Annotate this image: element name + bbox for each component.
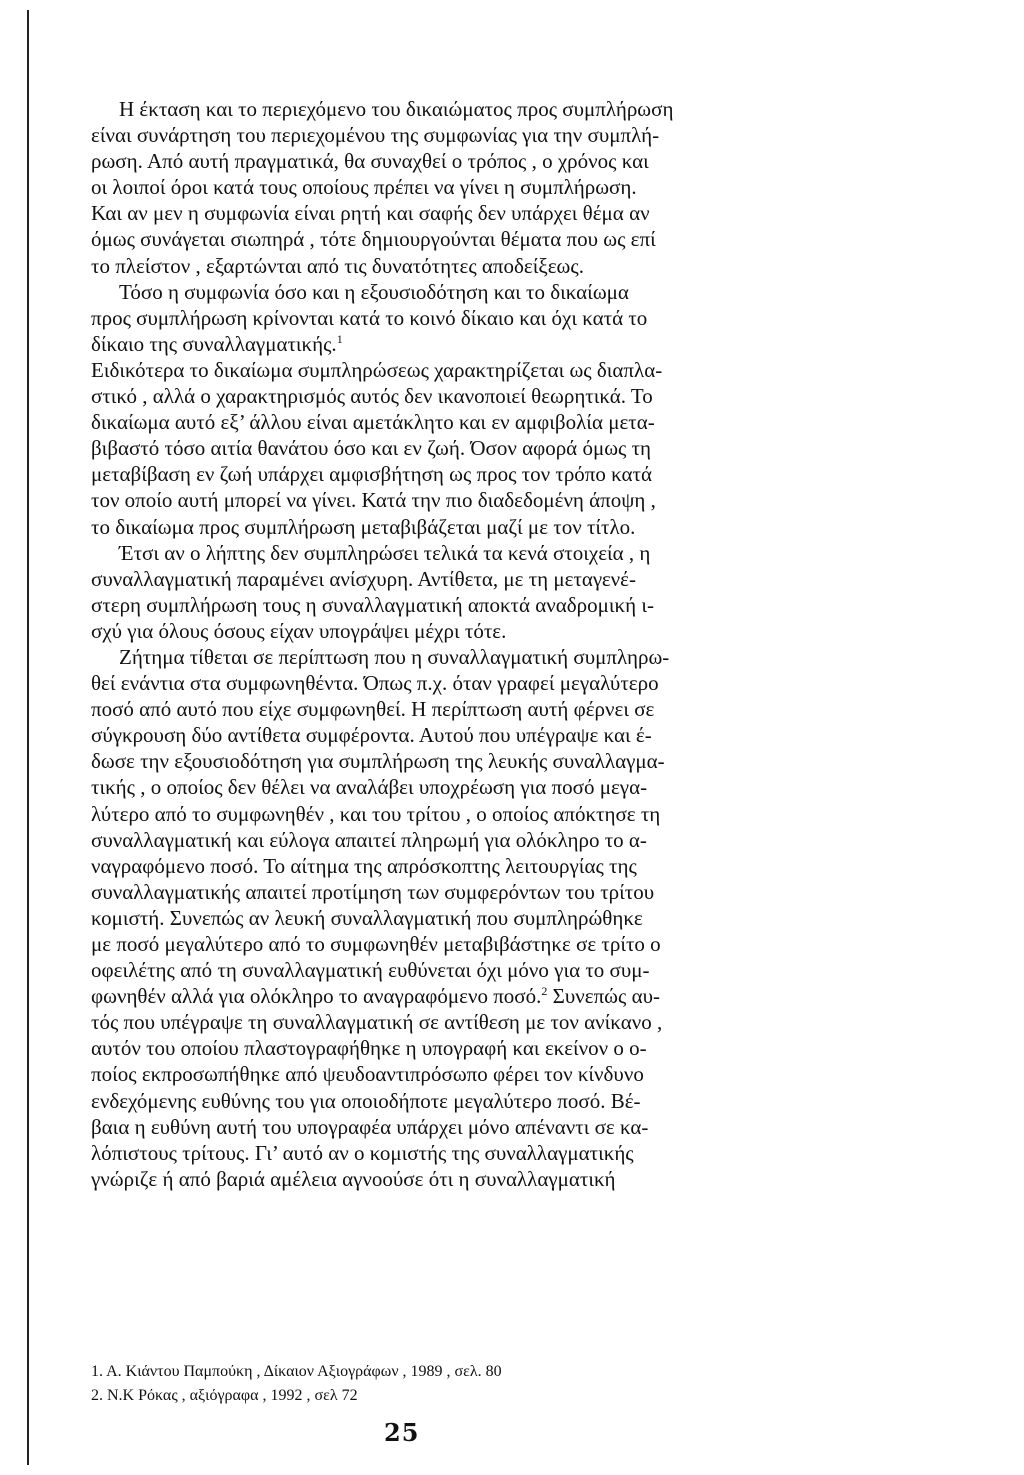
body-line-text: Η έκταση και το περιεχόμενο του δικαιώματος προς συμπλήρωση <box>119 97 674 121</box>
body-line <box>91 1166 766 1192</box>
body-line-text: βαια η ευθύνη αυτή του υπογραφέα υπάρχει μόνο απέναντι σε κα- <box>91 1114 649 1139</box>
body-line-text: είναι συνάρτηση του περιεχομένου της συμφωνίας για την συμπλή- <box>91 123 660 148</box>
body-line <box>91 514 766 540</box>
body-line <box>91 540 766 566</box>
body-line <box>91 983 766 1009</box>
body-line <box>91 487 766 513</box>
footnote-reference: 1 <box>336 331 343 346</box>
body-line <box>91 1088 766 1114</box>
body-line <box>91 96 766 122</box>
body-line-text: συναλλαγματικής απαιτεί προτίμηση των συμφερόντων του τρίτου <box>91 879 655 904</box>
body-line <box>91 566 766 592</box>
body-line <box>91 592 766 618</box>
body-line <box>91 435 766 461</box>
body-line-text: μεταβίβαση εν ζωή υπάρχει αμφισβήτηση ως προς τον τρόπο κατά <box>91 462 652 487</box>
body-line <box>91 1009 766 1035</box>
body-line-text: στερη συμπλήρωση τους η συναλλαγματική αποκτά αναδρομική ι- <box>91 592 654 617</box>
body-line <box>91 409 766 435</box>
body-line-text: σχύ για όλους όσους είχαν υπογράψει μέχρι τότε. <box>91 618 507 643</box>
body-line-text: τός που υπέγραψε τη συναλλαγματική σε αντίθεση με τον ανίκανο , <box>91 1010 663 1035</box>
body-line-text: στικό , αλλά ο χαρακτηρισμός αυτός δεν ικανοποιεί θεωρητικά. Το <box>91 384 653 409</box>
body-line <box>91 644 766 670</box>
body-line <box>91 618 766 644</box>
body-line <box>91 226 766 252</box>
body-line-text: ναγραφόμενο ποσό. Το αίτημα της απρόσκοπτης λειτουργίας της <box>91 853 637 878</box>
body-line-text: με ποσό μεγαλύτερο από το συμφωνηθέν μεταβιβάστηκε σε τρίτο ο <box>91 932 661 956</box>
body-line <box>91 931 766 957</box>
body-line <box>91 748 766 774</box>
body-line-text: ενδεχόμενης ευθύνης του για οποιοδήποτε μεγαλύτερο ποσό. Βέ- <box>91 1088 641 1113</box>
body-line-text: θεί ενάντια στα συμφωνηθέντα. Όπως π.χ. όταν γραφεί μεγαλύτερο <box>91 671 659 696</box>
body-line-text: δίκαιο της συναλλαγματικής. <box>91 331 337 356</box>
body-line-text: οφειλέτης από τη συναλλαγματική ευθύνεται όχι μόνο για το συμ- <box>91 958 650 983</box>
body-line-text: Έτσι αν ο λήπτης δεν συμπληρώσει τελικά τα κενά στοιχεία , η <box>119 540 651 565</box>
body-line-text: συναλλαγματική παραμένει ανίσχυρη. Αντίθετα, με τη μεταγενέ- <box>91 566 636 591</box>
page-binding-line <box>27 10 29 1465</box>
footnote-2: 2. Ν.Κ Ρόκας , αξιόγραφα , 1992 , σελ 72 <box>91 1387 358 1404</box>
body-line-text: τικής , ο οποίος δεν θέλει να αναλάβει υποχρέωση για ποσό μεγα- <box>91 775 648 800</box>
body-line <box>91 722 766 748</box>
body-line-text: ποσό από αυτό που είχε συμφωνηθεί. Η περίπτωση αυτή φέρνει σε <box>91 697 655 722</box>
body-line <box>91 879 766 905</box>
body-line <box>91 957 766 983</box>
body-line-text: προς συμπλήρωση κρίνονται κατά το κοινό δίκαιο και όχι κατά το <box>91 305 648 330</box>
body-line-text: Ζήτημα τίθεται σε περίπτωση που η συναλλαγματική συμπληρω- <box>119 644 670 669</box>
body-line <box>91 331 766 357</box>
body-line-text: συναλλαγματική και εύλογα απαιτεί πληρωμή για ολόκληρο το α- <box>91 827 647 852</box>
body-line <box>91 305 766 331</box>
body-line-text: το πλείστον , εξαρτώνται από τις δυνατότητες αποδείξεως. <box>91 253 584 278</box>
body-line-text: Ειδικότερα το δικαίωμα συμπληρώσεως χαρακτηρίζεται ως διαπλα- <box>91 357 663 382</box>
body-line-text: τον οποίο αυτή μπορεί να γίνει. Κατά την πιο διαδεδομένη άποψη , <box>91 488 656 513</box>
footnotes <box>91 1360 766 1408</box>
body-line <box>91 383 766 409</box>
body-line-text: σύγκρουση δύο αντίθετα συμφέροντα. Αυτού που υπέγραψε και έ- <box>91 723 652 748</box>
body-line <box>91 253 766 279</box>
body-line-text: το δικαίωμα προς συμπλήρωση μεταβιβάζεται μαζί με τον τίτλο. <box>91 514 636 539</box>
body-line <box>91 670 766 696</box>
body-line <box>91 148 766 174</box>
body-line <box>91 853 766 879</box>
body-line <box>91 174 766 200</box>
body-line-text: λύτερο από το συμφωνηθέν , και του τρίτου , ο οποίος απόκτησε τη <box>91 801 661 826</box>
body-line <box>91 774 766 800</box>
footnote-1: 1. Α. Κιάντου Παμπούκη , Δίκαιον Αξιογράφων , 1989 , σελ. 80 <box>91 1363 502 1380</box>
body-line-text: λόπιστους τρίτους. Γι’ αυτό αν ο κομιστής της συναλλαγματικής <box>91 1140 634 1165</box>
body-line-text: κομιστή. Συνεπώς αν λευκή συναλλαγματική που συμπληρώθηκε <box>91 905 643 930</box>
body-line-text: ρωση. Από αυτή πραγματικά, θα συναχθεί ο τρόπος , ο χρόνος και <box>91 149 649 174</box>
body-line-text: Και αν μεν η συμφωνία είναι ρητή και σαφής δεν υπάρχει θέμα αν <box>91 201 650 226</box>
body-line-text: φωνηθέν αλλά για ολόκληρο το αναγραφόμενο ποσό. <box>91 984 542 1009</box>
body-line <box>91 1140 766 1166</box>
body-line <box>91 1061 766 1087</box>
body-line <box>91 279 766 305</box>
body-line <box>91 1035 766 1061</box>
body-line-text: όμως συνάγεται σιωπηρά , τότε δημιουργούνται θέματα που ως επί <box>91 227 656 252</box>
body-line <box>91 696 766 722</box>
footnote-reference: 2 <box>541 984 548 999</box>
body-line <box>91 357 766 383</box>
body-line-text: ποίος εκπροσωπήθηκε από ψευδοαντιπρόσωπο φέρει τον κίνδυνο <box>91 1062 644 1087</box>
body-line <box>91 1114 766 1140</box>
body-line <box>91 827 766 853</box>
page-number: 25 <box>384 1418 420 1447</box>
body-line <box>91 461 766 487</box>
body-line <box>91 122 766 148</box>
body-line-text: γνώριζε ή από βαριά αμέλεια αγνοούσε ότι η συναλλαγματική <box>91 1166 616 1191</box>
body-line <box>91 905 766 931</box>
body-text <box>91 96 766 1192</box>
body-line-text: αυτόν του οποίου πλαστογραφήθηκε η υπογραφή και εκείνον ο ο- <box>91 1036 647 1061</box>
body-line-text: δωσε την εξουσιοδότηση για συμπλήρωση της λευκής συναλλαγμα- <box>91 749 665 774</box>
body-line-text: Τόσο η συμφωνία όσο και η εξουσιοδότηση και το δικαίωμα <box>119 279 629 304</box>
body-line-text: οι λοιποί όροι κατά τους οποίους πρέπει να γίνει η συμπλήρωση. <box>91 175 637 200</box>
body-line <box>91 801 766 827</box>
body-line <box>91 200 766 226</box>
body-line-text: βιβαστό τόσο αιτία θανάτου όσο και εν ζωή. Όσον αφορά όμως τη <box>91 436 652 461</box>
body-line-text: δικαίωμα αυτό εξ’ άλλου είναι αμετάκλητο και εν αμφιβολία μετα- <box>91 410 655 435</box>
body-line-continuation: Συνεπώς αυ- <box>547 984 660 1009</box>
